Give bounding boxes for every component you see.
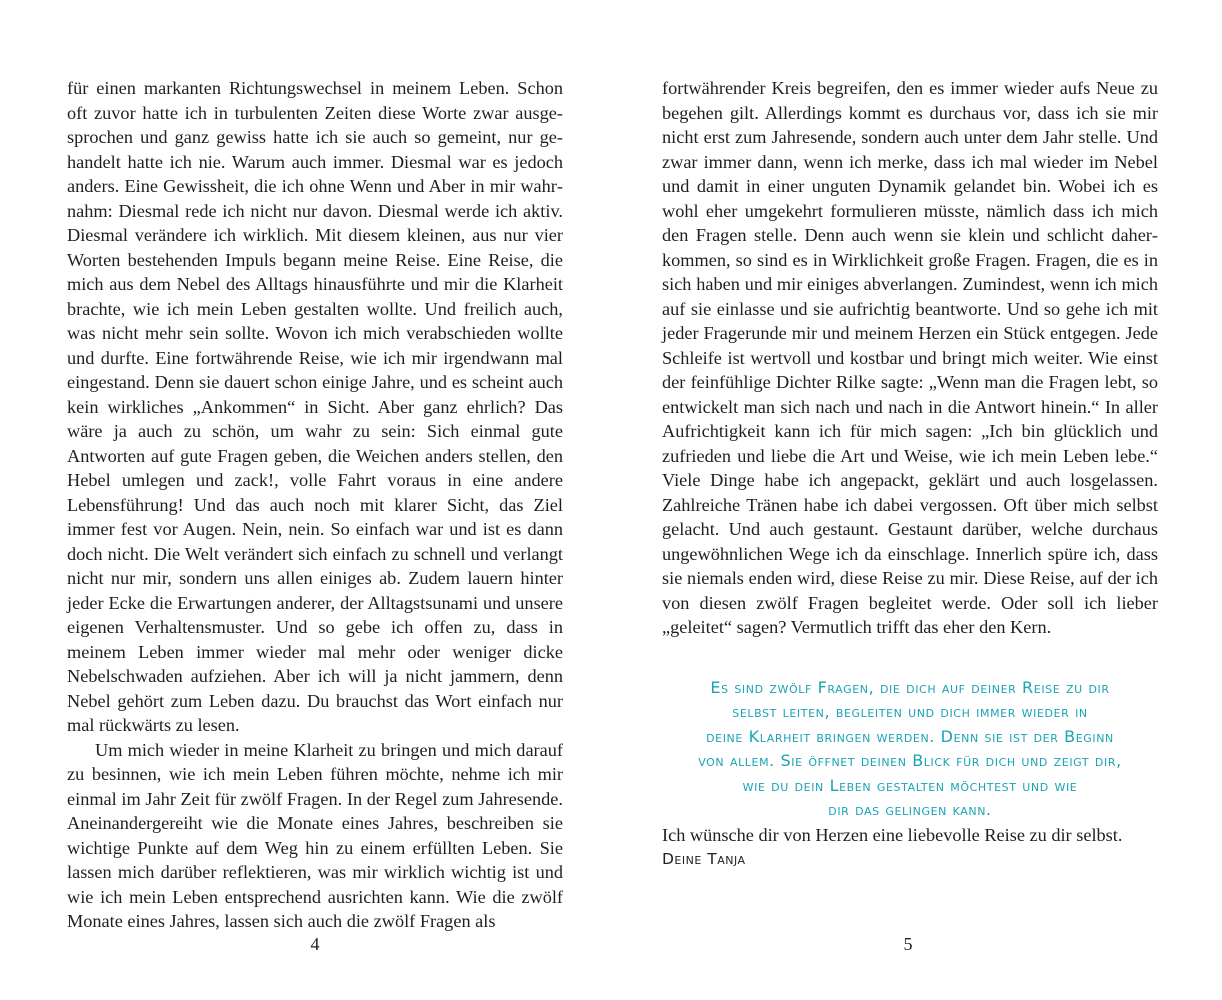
signature: Deine Tanja [662, 850, 746, 868]
closing-line: Ich wünsche dir von Herzen eine liebevolle Reise zu dir selbst. [662, 824, 1123, 845]
quote-line: deine Klarheit bringen werden. Denn sie ist der Beginn [706, 726, 1114, 746]
highlight-quote [662, 676, 1158, 823]
left-paragraph-2: Um mich wieder in meine Klarheit zu bringen und mich darauf zu besinnen, wie ich mein Leben führen möchte, nehme ich mir einmal im Jahr Zeit für zwölf Fragen. In der Regel zum Jahresende. Aneinandergereiht wie die Monate eines Jahres, beschreiben sie wichtige Punkte auf dem Weg hin zu einem erfüllten Leben. Sie lassen mich darüber reflektieren, was mir wirklich wichtig ist und wie ich mein Leben entsprechend ausrichten kann. Wie die zwölf Monate eines Jahres, lassen sich auch die zwölf Fragen als [67, 739, 563, 931]
right-paragraph-1: fortwährender Kreis begreifen, den es immer wieder aufs Neue zu begehen gilt. Allerdings kommt es durchaus vor, dass ich sie mir nicht erst zum Jahresende, sondern auch unter dem Jahr stelle. Und zwar immer dann, wenn ich merke, dass ich mal wieder im Nebel und damit in einer unguten Dynamik gelandet bin. Wobei ich es wohl eher umgekehrt formulieren müsste, nämlich dass ich mich den Fragen stelle. Denn auch wenn sie klein und schlicht daherkommen, so sind es in Wirklichkeit große Fragen. Fragen, die es in sich haben und mir einiges abverlangen. Zumindest, wenn ich mich auf sie einlasse und sie aufrichtig beantworte. Und so gehe ich mit jeder Fragerunde mir und meinem Herzen ein Stück entgegen. Jede Schleife ist wertvoll und kostbar und bringt mich weiter. Wie einst der feinfühlige Dichter Rilke sagte: „Wenn man die Fragen lebt, so entwickelt man sich nach und nach in die Antwort hinein.“ In aller Aufrichtigkeit kann ich für mich sagen: „Ich bin glücklich und zufrieden und liebe die Art und Weise, wie ich mein Leben lebe.“ Viele Dinge habe ich angepackt, geklärt und auch losgelassen. Zahlreiche Tränen habe ich dabei vergossen. Oft über mich selbst gelacht. Und auch gestaunt. Gestaunt darüber, welche durchaus ungewöhnlichen Wege ich da einschlage. Innerlich spüre ich, dass sie niemals enden wird, diese Reise zu mir. Diese Reise, auf der ich von diesen zwölf Fragen begleitet werde. Oder soll ich lieber „geleitet“ sagen? Vermutlich trifft das eher den Kern. [662, 78, 1158, 637]
page-number-right: 5 [903, 934, 913, 954]
quote-line: Es sind zwölf Fragen, die dich auf deiner Reise zu dir [710, 677, 1110, 697]
left-page [67, 76, 563, 934]
quote-line: selbst leiten, begleiten und dich immer wieder in [732, 702, 1088, 721]
quote-line: wie du dein Leben gestalten möchtest und wie [742, 775, 1078, 795]
right-page [662, 76, 1158, 872]
quote-line: von allem. Sie öffnet deinen Blick für dich und zeigt dir, [698, 751, 1122, 770]
quote-line: dir das gelingen kann. [828, 800, 992, 819]
page-number-left: 4 [310, 934, 320, 954]
left-paragraph-1: für einen markanten Richtungswechsel in meinem Leben. Schon oft zuvor hatte ich in turbulenten Zeiten diese Worte zwar ausgesprochen und ganz gewiss hatte ich sie auch so gemeint, nur gehandelt hatte ich nie. Warum auch immer. Diesmal war es jedoch anders. Eine Gewissheit, die ich ohne Wenn und Aber in mir wahrnahm: Diesmal rede ich nicht nur davon. Diesmal werde ich aktiv. Diesmal verändere ich wirklich. Mit diesem kleinen, aus nur vier Worten bestehenden Impuls begann meine Reise. Eine Reise, die mich aus dem Nebel des Alltags hinausführte und mir die Klarheit brachte, wie ich mein Leben gestalten wollte. Und freilich auch, was nicht mehr sein sollte. Wovon ich mich verabschieden wollte und durfte. Eine fortwährende Reise, wie ich mir irgendwann mal eingestand. Denn sie dauert schon einige Jahre, und es scheint auch kein wirkliches „Ankommen“ in Sicht. Aber ganz ehrlich? Das wäre ja auch zu schön, um wahr zu sein: Sich einmal gute Antworten auf gute Fragen geben, die Weichen anders stellen, den Hebel umlegen und zack!, volle Fahrt voraus in eine andere Lebensführung! Und das auch noch mit klarer Sicht, das Ziel immer fest vor Augen. Nein, nein. So einfach war und ist es dann doch nicht. Die Welt verändert sich einfach zu schnell und verlangt nicht nur mir, sondern uns allen einiges ab. Zudem lauern hinter jeder Ecke die Erwartungen anderer, der Alltagstsunami und unsere eigenen Verhaltensmuster. Und so gebe ich offen zu, dass in meinem Leben immer wieder mal mehr oder weniger dicke Nebelschwaden aufziehen. Aber ich will ja nicht jammern, denn Nebel gehört zum Leben dazu. Du brauchst das Wort einfach nur mal rückwärts zu lesen. [67, 78, 563, 735]
